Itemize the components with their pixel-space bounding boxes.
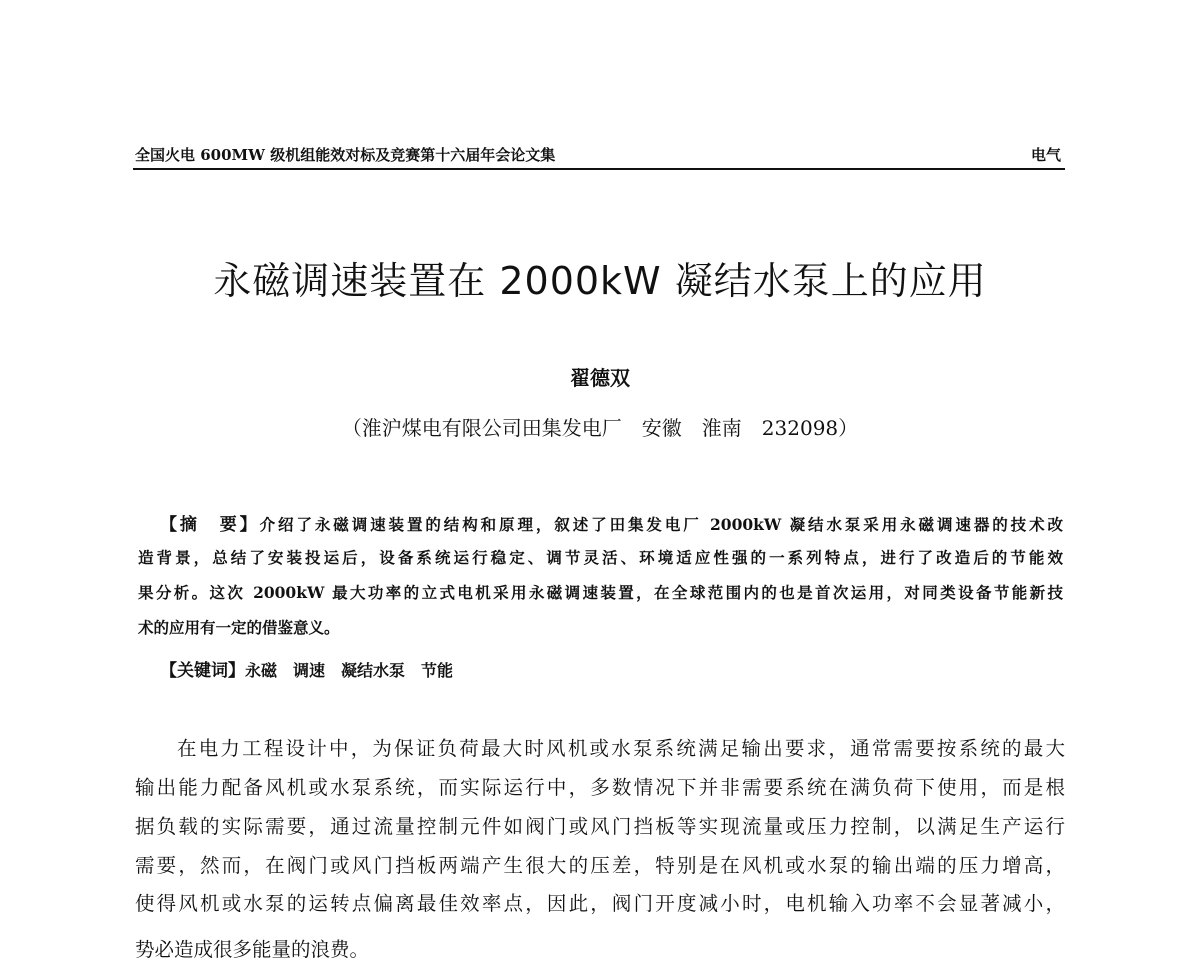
keywords-value: 永磁 调速 凝结水泵 节能 xyxy=(245,661,454,680)
abstract-text: 介绍了永磁调速装置的结构和原理，叙述了田集发电厂 2000kW 凝结水泵采用永磁调速器的技术改 xyxy=(259,515,1063,534)
body-line: 需要，然而，在阀门或风门挡板两端产生很大的压差，特别是在风机或水泵的输出端的压力增高， xyxy=(135,854,1065,877)
abstract-line xyxy=(160,510,1063,535)
keywords xyxy=(160,656,453,681)
body-line: 使得风机或水泵的运转点偏离最佳效率点，因此，阀门开度减小时，电机输入功率不会显著减小， xyxy=(135,892,1065,915)
author: 翟德双 xyxy=(570,366,630,390)
header-proceedings-title: 全国火电 600MW 级机组能效对标及竞赛第十六届年会论文集 xyxy=(135,146,556,164)
header-section: 电气 xyxy=(1030,146,1061,164)
keywords-label: 【关键词】 xyxy=(160,661,245,681)
abstract-line: 果分析。这次 2000kW 最大功率的立式电机采用永磁调速装置，在全球范围内的也是首次运用，对同类设备节能新技 xyxy=(138,583,1063,602)
body-line: 据负载的实际需要，通过流量控制元件如阀门或风门挡板等实现流量或压力控制，以满足生产运行 xyxy=(135,815,1065,838)
paper-title: 永磁调速装置在 2000kW 凝结水泵上的应用 xyxy=(213,259,987,303)
abstract-line: 造背景，总结了安装投运后，设备系统运行稳定、调节灵活、环境适应性强的一系列特点，进行了改造后的节能效 xyxy=(138,548,1063,567)
affiliation: （淮沪煤电有限公司田集发电厂 安徽 淮南 232098） xyxy=(341,416,859,440)
body-line: 势必造成很多能量的浪费。 xyxy=(135,938,370,961)
running-header xyxy=(133,142,1065,170)
abstract-label: 【摘 要】 xyxy=(160,515,260,535)
body-line: 在电力工程设计中，为保证负荷最大时风机或水泵系统满足输出要求，通常需要按系统的最大 xyxy=(177,737,1065,760)
abstract-line: 术的应用有一定的借鉴意义。 xyxy=(138,618,340,637)
body-line: 输出能力配备风机或水泵系统，而实际运行中，多数情况下并非需要系统在满负荷下使用，而是根 xyxy=(135,776,1065,799)
